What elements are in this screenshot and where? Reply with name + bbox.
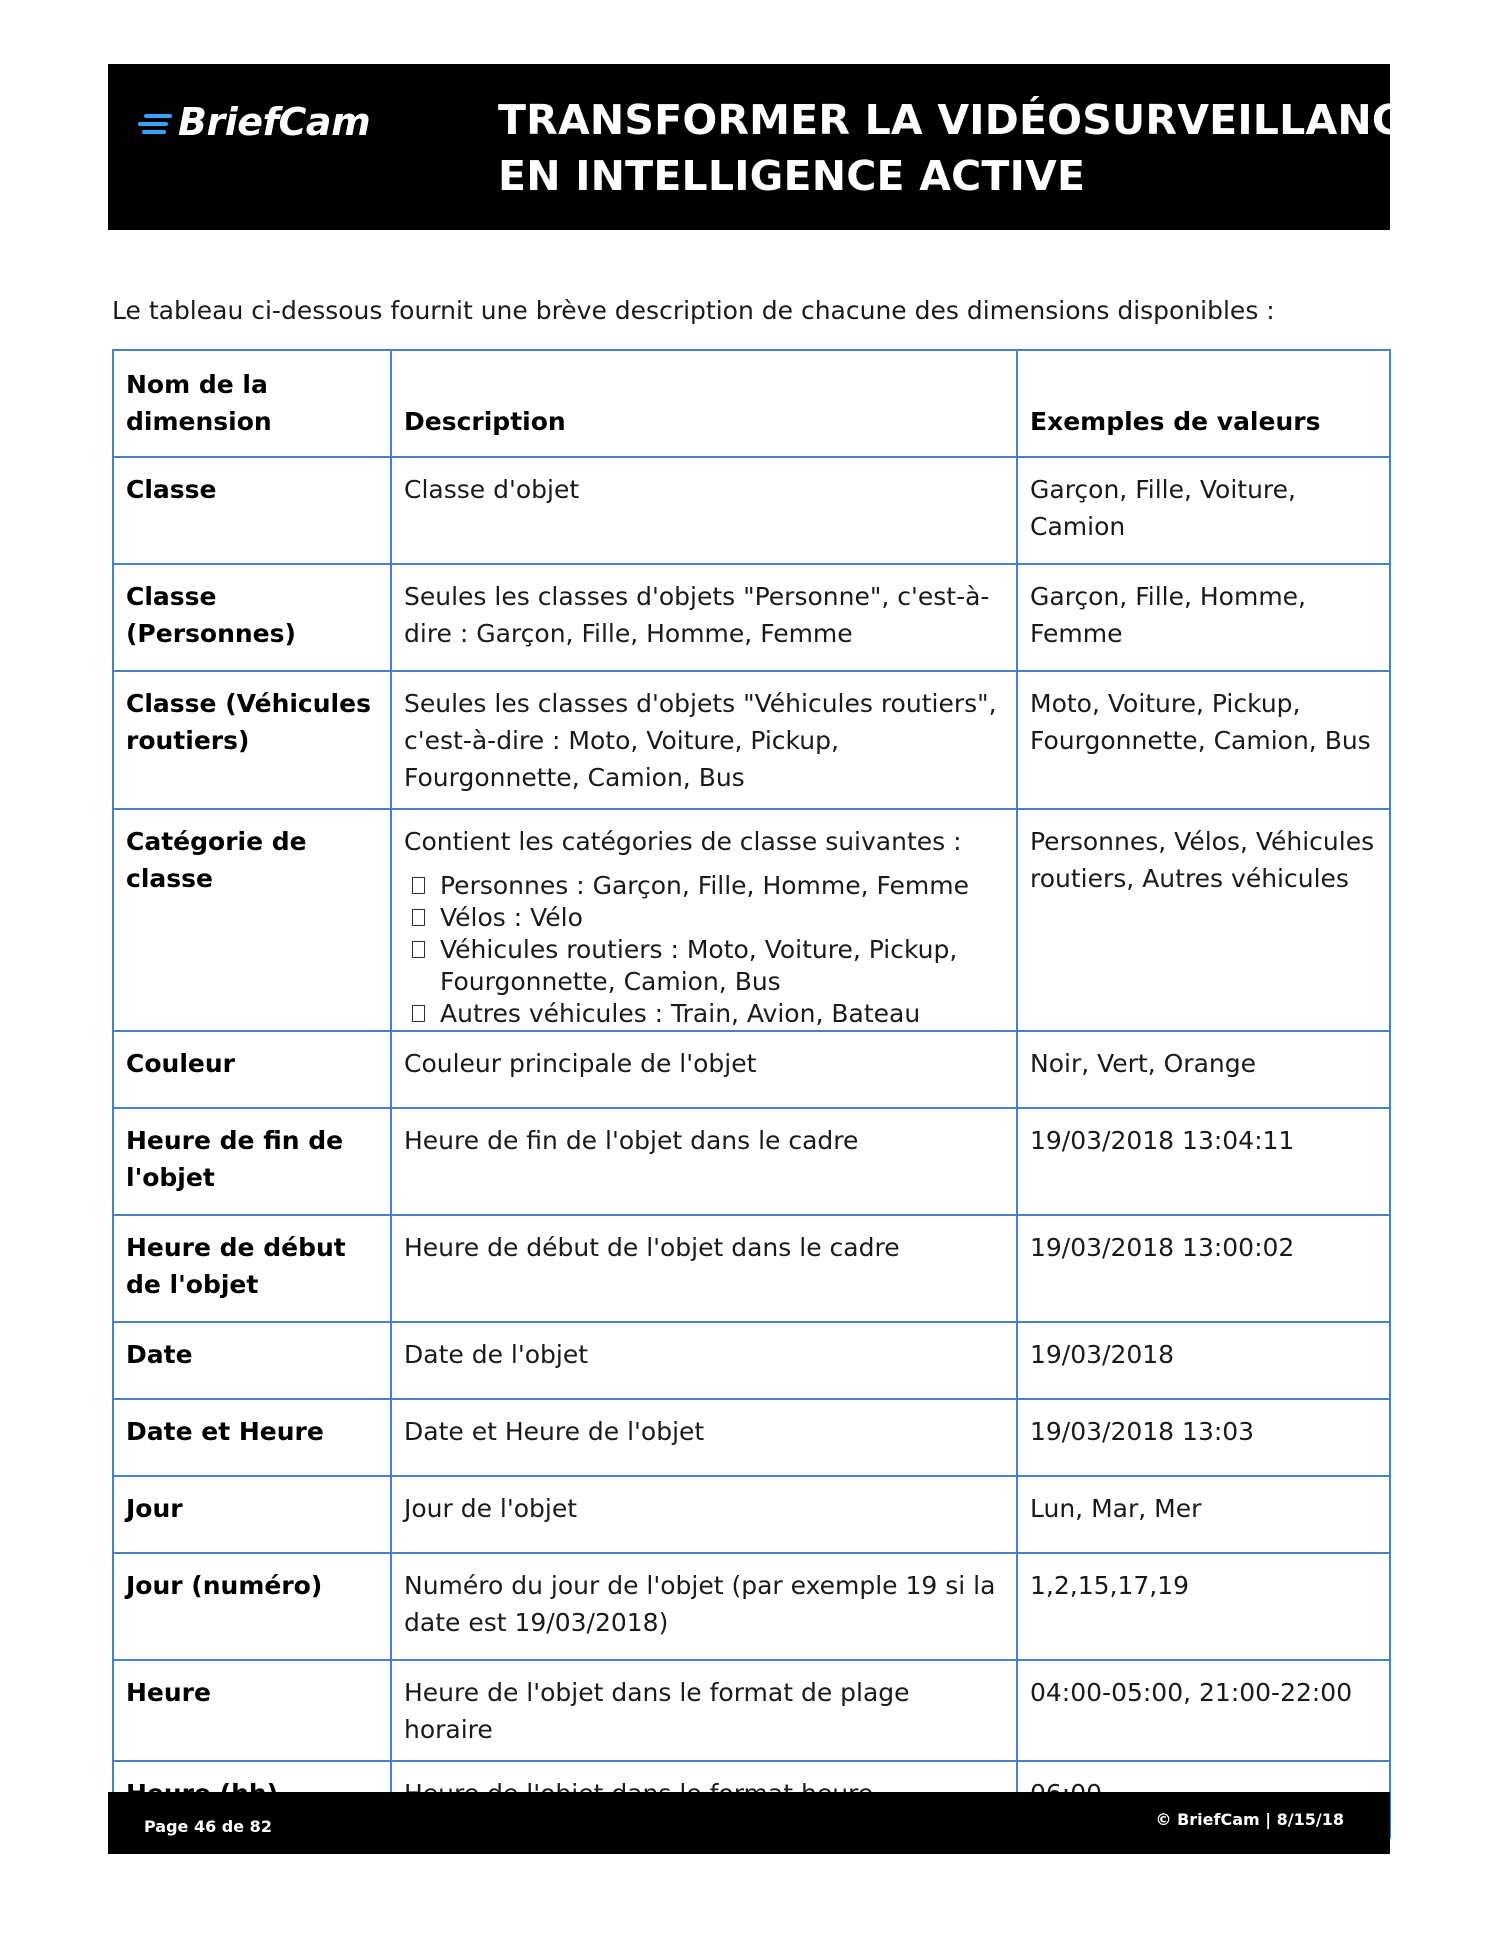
examples-cell: Lun, Mar, Mer [1017,1476,1390,1553]
description-cell: Seules les classes d'objets "Personne", c'est-à-dire : Garçon, Fille, Homme, Femme [391,564,1017,671]
examples-cell: Noir, Vert, Orange [1017,1031,1390,1108]
table-row [113,1108,1390,1215]
category-bullet-list [404,870,1004,1030]
dimension-name-cell: Classe (Personnes) [113,564,391,671]
dimension-name-cell: Heure de début de l'objet [113,1215,391,1322]
header-cell-description: Description [391,350,1017,457]
table-row [113,1399,1390,1476]
dimension-name-cell: Date et Heure [113,1399,391,1476]
examples-cell: Personnes, Vélos, Véhicules routiers, Autres véhicules [1017,809,1390,1031]
examples-cell: 19/03/2018 13:03 [1017,1399,1390,1476]
examples-cell: 1,2,15,17,19 [1017,1553,1390,1660]
page-footer [108,1792,1390,1854]
table-row [113,809,1390,1031]
bullet-item [404,902,1004,934]
examples-cell: Garçon, Fille, Voiture, Camion [1017,457,1390,564]
table-header-row [113,350,1390,457]
examples-cell: 04:00-05:00, 21:00-22:00 [1017,1660,1390,1761]
table-row [113,1215,1390,1322]
copyright-notice: © BriefCam | 8/15/18 [1155,1810,1344,1829]
header-cell-examples: Exemples de valeurs [1017,350,1390,457]
dimensions-table [112,349,1391,1839]
intro-paragraph: Le tableau ci-dessous fournit une brève description de chacune des dimensions disponibles : [112,296,1275,325]
dimension-name-cell: Heure [113,1660,391,1761]
page-header [108,64,1431,230]
dimension-name-cell: Classe [113,457,391,564]
dimension-name-cell: Jour (numéro) [113,1553,391,1660]
dimension-name-cell: Couleur [113,1031,391,1108]
description-cell: Heure de l'objet dans le format de plage horaire [391,1660,1017,1761]
description-cell: Jour de l'objet [391,1476,1017,1553]
description-cell: Date de l'objet [391,1322,1017,1399]
description-cell: Seules les classes d'objets "Véhicules routiers", c'est-à-dire : Moto, Voiture, Pickup, Fourgonnette, Camion, Bus [391,671,1017,809]
table-row [113,671,1390,809]
bullet-box-icon [412,1005,425,1022]
table-row [113,1660,1390,1761]
examples-cell: Moto, Voiture, Pickup, Fourgonnette, Camion, Bus [1017,671,1390,809]
examples-cell: 19/03/2018 13:04:11 [1017,1108,1390,1215]
logo-lines-icon [138,114,172,136]
dimension-name-cell: Jour [113,1476,391,1553]
description-cell: Heure de fin de l'objet dans le cadre [391,1108,1017,1215]
document-title [498,92,1431,204]
logo-text: BriefCam [178,100,371,144]
title-line-1: TRANSFORMER LA VIDÉOSURVEILLANCE [498,96,1431,144]
description-cell: Couleur principale de l'objet [391,1031,1017,1108]
dimension-name-cell: Date [113,1322,391,1399]
table-row [113,1476,1390,1553]
bullet-box-icon [412,941,425,958]
briefcam-logo [138,92,370,152]
bullet-item [404,934,1004,998]
examples-cell: 19/03/2018 [1017,1322,1390,1399]
dimension-name-cell: Heure de fin de l'objet [113,1108,391,1215]
table-row [113,1553,1390,1660]
description-cell: Date et Heure de l'objet [391,1399,1017,1476]
table-row [113,457,1390,564]
description-text: Contient les catégories de classe suivantes : [404,827,962,856]
table-row [113,564,1390,671]
description-cell: Numéro du jour de l'objet (par exemple 19 si la date est 19/03/2018) [391,1553,1017,1660]
description-cell: Heure de début de l'objet dans le cadre [391,1215,1017,1322]
title-line-2: EN INTELLIGENCE ACTIVE [498,152,1086,200]
examples-cell: 19/03/2018 13:00:02 [1017,1215,1390,1322]
bullet-box-icon [412,909,425,926]
bullet-text: Autres véhicules : Train, Avion, Bateau [440,999,921,1028]
dimension-name-cell: Catégorie de classe [113,809,391,1031]
page-number: Page 46 de 82 [144,1817,272,1836]
bullet-item [404,998,1004,1030]
header-cell-name: Nom de la dimension [113,350,391,457]
table-row [113,1322,1390,1399]
bullet-text: Vélos : Vélo [440,903,583,932]
bullet-box-icon [412,877,425,894]
examples-cell: Garçon, Fille, Homme, Femme [1017,564,1390,671]
bullet-text: Véhicules routiers : Moto, Voiture, Pickup, Fourgonnette, Camion, Bus [440,935,958,996]
dimension-name-cell: Classe (Véhicules routiers) [113,671,391,809]
description-cell [391,809,1017,1031]
bullet-item [404,870,1004,902]
bullet-text: Personnes : Garçon, Fille, Homme, Femme [440,871,970,900]
table-row [113,1031,1390,1108]
description-cell: Classe d'objet [391,457,1017,564]
